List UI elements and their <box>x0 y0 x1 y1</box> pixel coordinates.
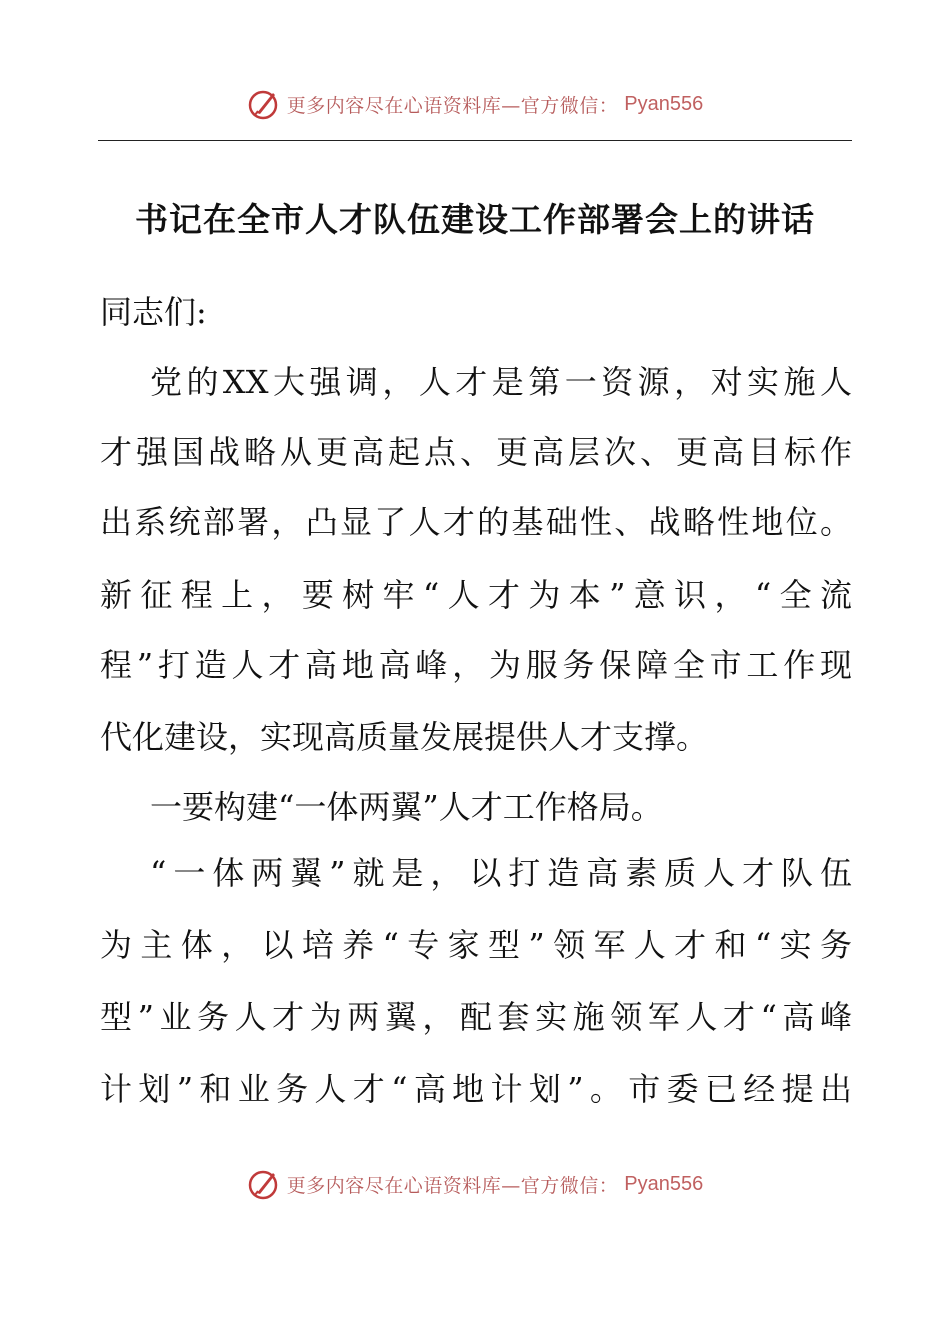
body-line-1: 党的XX大强调，人才是第一资源，对实施人 <box>150 363 852 401</box>
header-banner <box>0 84 950 124</box>
header-banner-text: 更多内容尽在心语资料库—官方微信： <box>286 94 619 117</box>
body-line-8: “一体两翼”就是，以打造高素质人才队伍 <box>150 854 852 892</box>
document-title: 书记在全市人才队伍建设工作部署会上的讲话 <box>135 200 815 239</box>
footer-banner <box>0 1164 950 1204</box>
section-heading-1: 一要构建“一体两翼”人才工作格局。 <box>150 788 663 826</box>
body-line-2: 才强国战略从更高起点、更高层次、更高目标作 <box>100 433 852 471</box>
header-divider <box>98 140 852 141</box>
body-line-4: 新征程上，要树牢“人才为本”意识，“全流 <box>100 576 852 614</box>
quill-logo-icon <box>247 1167 281 1201</box>
quill-logo-icon <box>247 87 281 121</box>
body-line-6: 代化建设，实现高质量发展提供人才支撑。 <box>100 718 709 756</box>
body-line-9: 为主体，以培养“专家型”领军人才和“实务 <box>100 926 852 964</box>
footer-wechat-id: Pyan556 <box>624 1172 704 1195</box>
header-wechat-id: Pyan556 <box>624 92 704 115</box>
body-line-10: 型”业务人才为两翼，配套实施领军人才“高峰 <box>100 998 852 1036</box>
salutation: 同志们: <box>100 293 207 331</box>
body-line-5: 程”打造人才高地高峰，为服务保障全市工作现 <box>100 646 852 684</box>
footer-banner-text: 更多内容尽在心语资料库—官方微信： <box>286 1174 619 1197</box>
body-line-3: 出系统部署，凸显了人才的基础性、战略性地位。 <box>100 503 852 541</box>
body-line-11: 计划”和业务人才“高地计划”。市委已经提出 <box>100 1070 852 1108</box>
